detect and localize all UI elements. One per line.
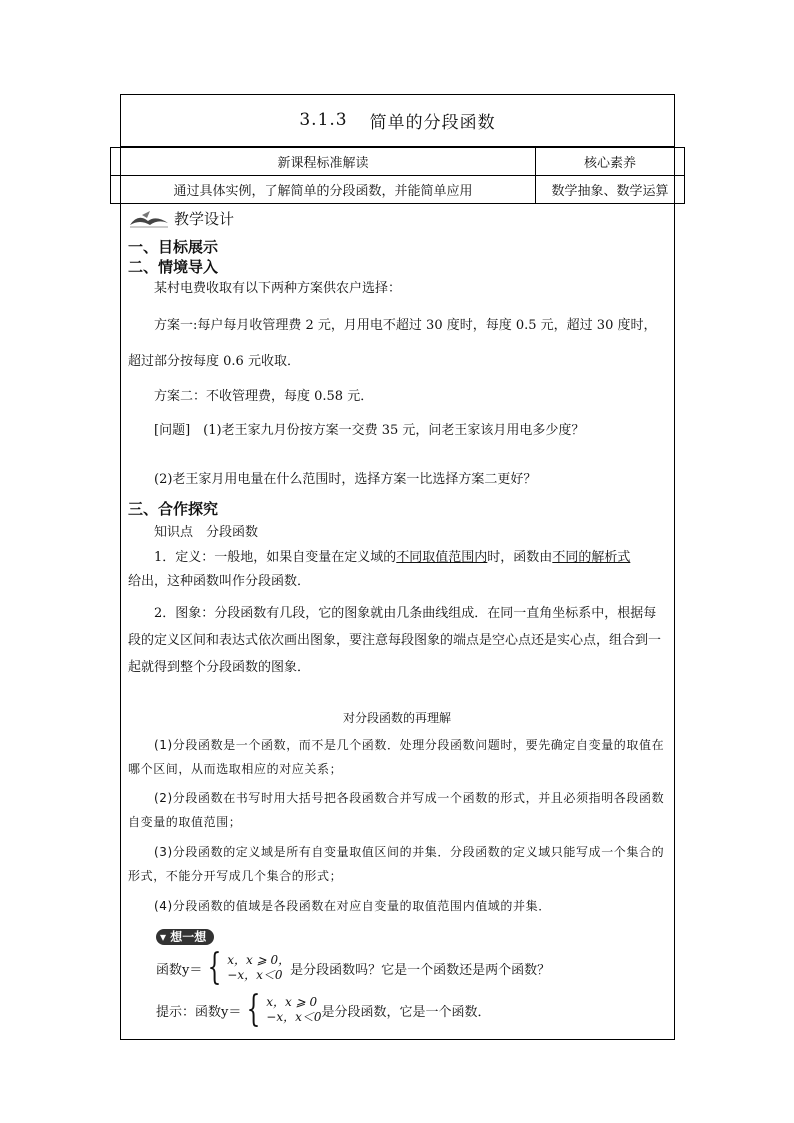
heading-intro: 二、情境导入	[128, 258, 219, 276]
piecewise-cases: x，x ⩾ 0 −x，x＜0	[266, 995, 322, 1024]
hint-piecewise: 提示：函数y＝ { x，x ⩾ 0 −x，x＜0 是分段函数，它是一个函数．	[156, 989, 491, 1030]
note-title: 对分段函数的再理解	[342, 711, 451, 725]
note-4: (4)分段函数的值域是各段函数在对应自变量的取值范围内值域的并集．	[154, 899, 551, 913]
graph-text: 2．图象：分段函数有几段，它的图象就由几条曲线组成．在同一直角坐标系中，根据每段的定义区间和表达式依次画出图象，要注意每段图象的端点是空心点还是实心点，组合到一起就得到整个分段函数的图象．	[128, 606, 662, 675]
heading-explore: 三、合作探究	[128, 500, 219, 518]
note-3: (3)分段函数的定义域是所有自变量取值区间的并集．分段函数的定义域只能写成一个集合的形式，不能分开写成几个集合的形式；	[128, 845, 665, 883]
lesson-title	[120, 94, 675, 147]
note-1: (1)分段函数是一个函数，而不是几个函数．处理分段函数问题时，要先确定自变量的取值在哪个区间，从而选取相应的对应关系；	[128, 738, 665, 776]
teaching-design-header	[128, 208, 234, 229]
plan-one-cont: 超过部分按每度 0.6 元收取．	[128, 354, 300, 369]
question-piecewise: 函数y＝ { x，x ⩾ 0， −x，x＜0 是分段函数吗？它是一个函数还是两个函数？	[156, 947, 551, 988]
think-badge: ▾ 想一想	[156, 926, 214, 945]
triangle-down-icon: ▾	[160, 930, 167, 944]
literacy-text: 数学抽象、数学运算	[536, 176, 685, 204]
left-brace: {	[207, 947, 222, 988]
standard-header: 新课程标准解读	[111, 148, 536, 176]
lesson-number: 3.1.3	[299, 110, 348, 130]
left-brace: {	[246, 989, 261, 1030]
heading-goal: 一、目标展示	[128, 238, 219, 256]
bird-icon	[128, 209, 170, 229]
knowledge-point: 知识点 分段函数	[154, 525, 259, 540]
definition: 1．定义：一般地，如果自变量在定义域的不同取值范围内时，函数由不同的解析式 给出，这种函数叫作分段函数．	[128, 550, 631, 589]
plan-one: 方案一:每户每月收管理费 2 元，月用电不超过 30 度时，每度 0.5 元，超过 30 度时，	[154, 318, 657, 333]
literacy-header: 核心素养	[536, 148, 685, 176]
plan-two: 方案二：不收管理费，每度 0.58 元．	[154, 389, 374, 404]
question-two: (2)老王家月用电量在什么范围时，选择方案一比选择方案二更好？	[154, 472, 537, 487]
intro-lead: 某村电费收取有以下两种方案供农户选择：	[154, 281, 402, 296]
standard-text: 通过具体实例，了解简单的分段函数，并能简单应用	[111, 176, 536, 204]
blank-formula: 不同的解析式	[552, 550, 631, 565]
standards-table	[110, 147, 685, 204]
section-label: 教学设计	[174, 210, 235, 228]
note-2: (2)分段函数在书写时用大括号把各段函数合并写成一个函数的形式，并且必须指明各段函数自变量的取值范围；	[128, 791, 665, 829]
question-one: [问题] (1)老王家九月份按方案一交费 35 元，问老王家该月用电多少度？	[154, 423, 585, 438]
piecewise-cases: x，x ⩾ 0， −x，x＜0	[227, 953, 291, 982]
question-tag: [问题]	[154, 423, 191, 438]
lesson-name: 简单的分段函数	[369, 112, 496, 133]
blank-range: 不同取值范围内	[396, 550, 488, 565]
